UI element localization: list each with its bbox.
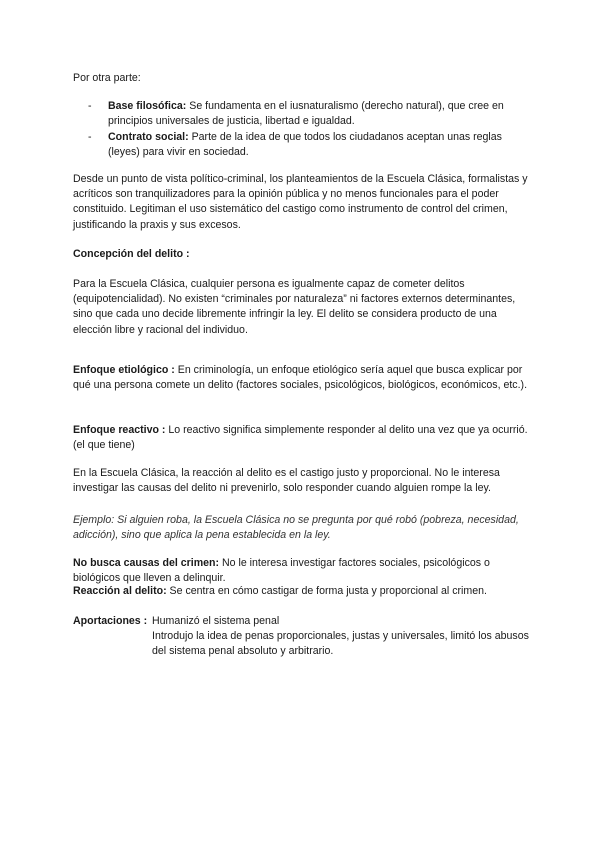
paragraph-enfoque-reactivo xyxy=(73,423,533,453)
label-enfoque-etiologico: Enfoque etiológico : xyxy=(73,364,175,376)
bullet-label: Base filosófica: xyxy=(108,100,187,112)
label-enfoque-reactivo: Enfoque reactivo : xyxy=(73,424,166,436)
bullet-text: Se fundamenta en el iusnaturalismo (derecho natural), que cree en principios universales de justicia, libertad e igualdad. xyxy=(108,100,504,128)
intro-line: Por otra parte: xyxy=(73,72,141,84)
paragraph-politico-criminal: Desde un punto de vista político-criminal, los planteamientos de la Escuela Clásica, formalistas y acríticos son tranquilizadores para la opinión pública y no menos funcionales para el poder constituido. Legitiman el uso sistemático del castigo como instrumento de control del crimen, justificando la praxis y sus excesos. xyxy=(73,173,528,231)
paragraph-enfoque-etiologico xyxy=(73,363,533,393)
label-no-busca-causas: No busca causas del crimen: xyxy=(73,557,220,569)
paragraph-concepcion: Para la Escuela Clásica, cualquier persona es igualmente capaz de cometer delitos (equipotencialidad). No existen “criminales por naturaleza” ni factores externos determinantes, sino que cada uno decide libremente infringir la ley. El delito se considera producto de una elección libre y racional del individuo. xyxy=(73,278,516,336)
paragraph-reaccion-delito xyxy=(73,584,533,599)
bullet-body xyxy=(108,99,533,129)
paragraph-ejemplo: Ejemplo: Si alguien roba, la Escuela Clásica no se pregunta por qué robó (pobreza, necesidad, adicción), sino que aplica la pena establecida en la ley. xyxy=(73,514,519,542)
aportaciones-first-line: Humanizó el sistema penal xyxy=(152,615,280,627)
aportaciones-continuation: Introdujo la idea de penas proporcionales, justas y universales, limitó los abusos del sistema penal absoluto y arbitrario. xyxy=(152,630,529,658)
text-enfoque-etiologico: En criminología, un enfoque etiológico sería aquel que busca explicar por qué una persona comete un delito (factores sociales, psicológicos, biológicos, económicos, etc.). xyxy=(73,364,528,392)
bullet-text: Parte de la idea de que todos los ciudadanos aceptan unas reglas (leyes) para vivir en sociedad. xyxy=(108,131,502,159)
paragraph-no-busca-causas xyxy=(73,556,533,586)
bullet-label: Contrato social: xyxy=(108,131,189,143)
paragraph-reaccion: En la Escuela Clásica, la reacción al delito es el castigo justo y proporcional. No le interesa investigar las causas del delito ni prevenirlo, solo responder cuando alguien rompe la ley. xyxy=(73,467,500,495)
label-aportaciones: Aportaciones : xyxy=(73,615,148,627)
label-reaccion-delito: Reacción al delito: xyxy=(73,585,167,597)
text-enfoque-reactivo: Lo reactivo significa simplemente responder al delito una vez que ya ocurrió. (el que tiene) xyxy=(73,424,528,452)
bullet-dash: - xyxy=(88,100,92,112)
text-no-busca-causas: No le interesa investigar factores sociales, psicológicos o biológicos que lleven a delinquir. xyxy=(73,557,490,585)
bullet-body xyxy=(108,130,533,160)
text-reaccion-delito: Se centra en cómo castigar de forma justa y proporcional al crimen. xyxy=(166,585,487,597)
heading-concepcion-delito: Concepción del delito : xyxy=(73,248,190,260)
bullet-dash: - xyxy=(88,131,92,143)
